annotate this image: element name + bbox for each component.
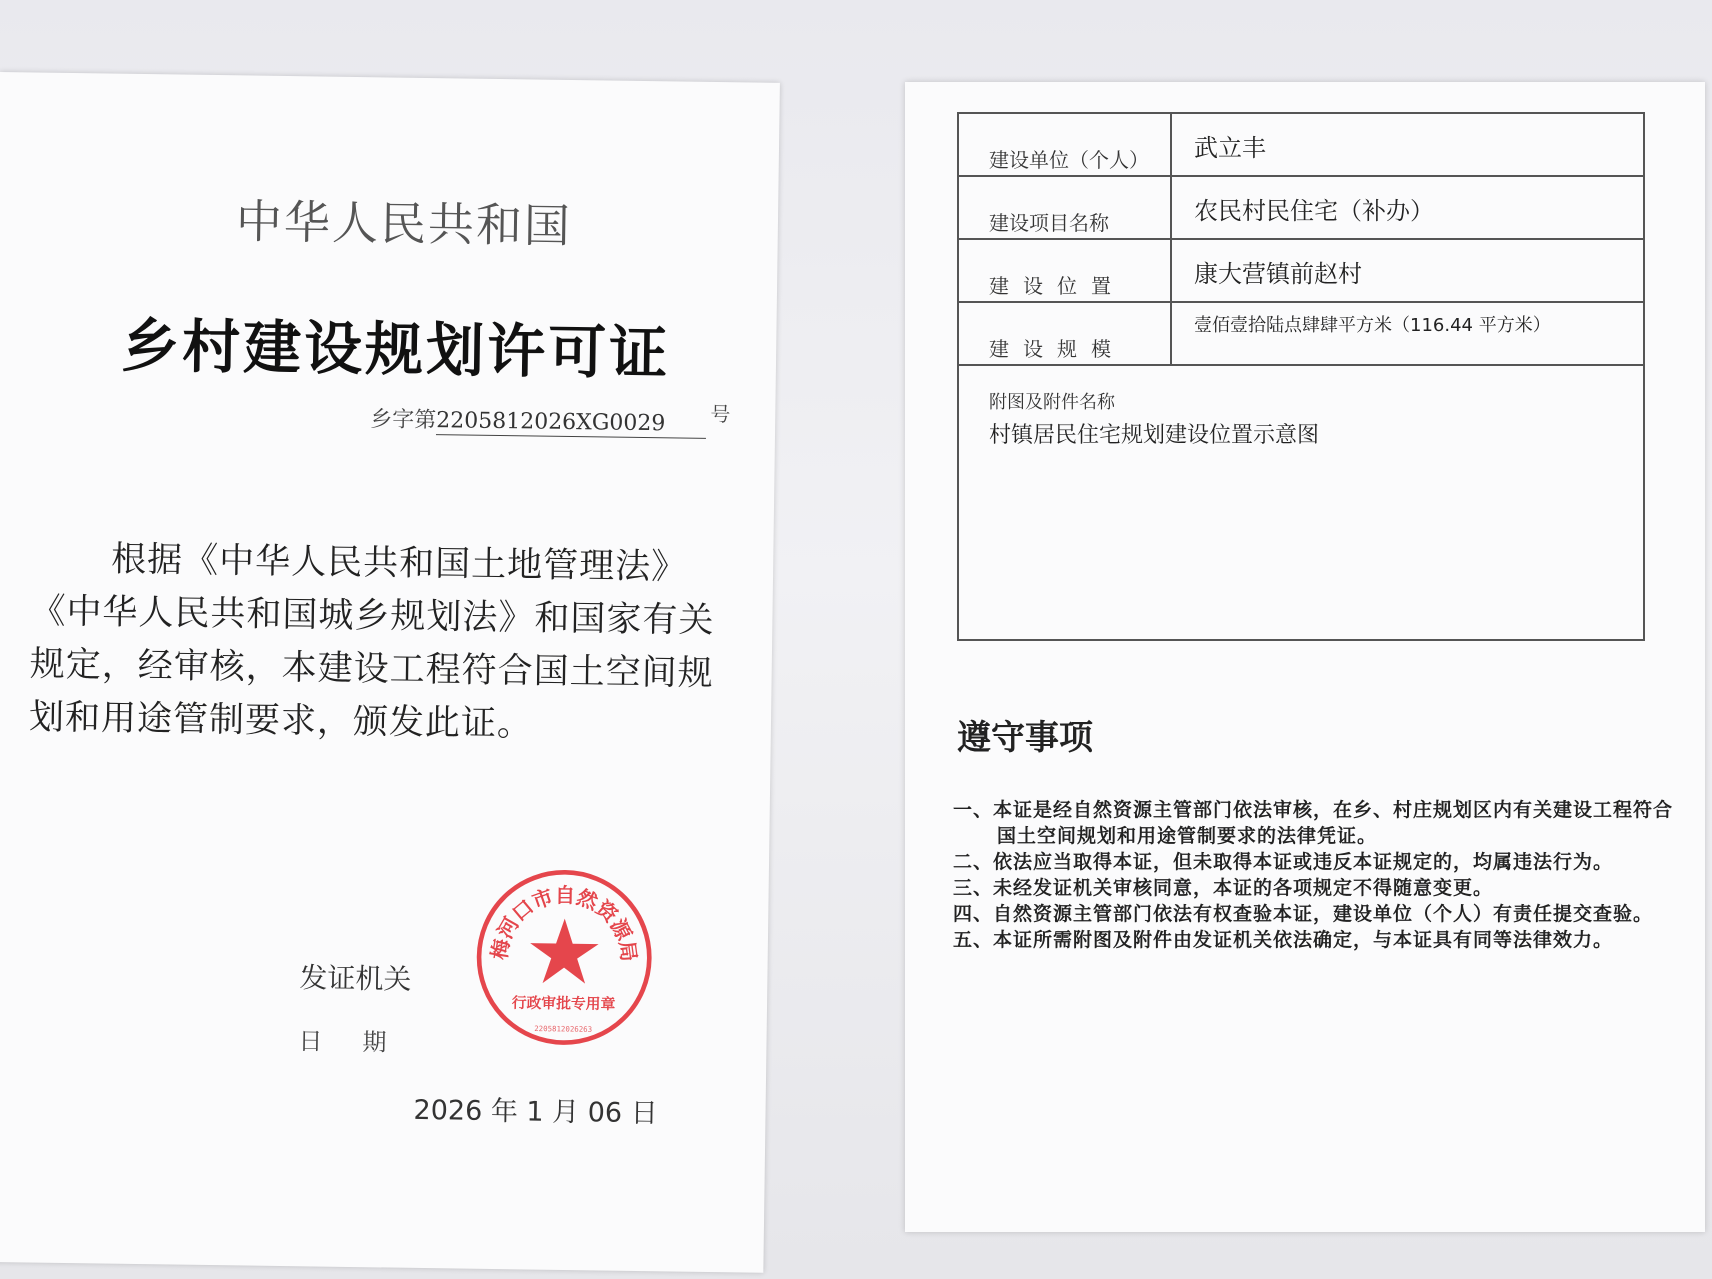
certificate-cover-page	[0, 72, 780, 1273]
attachments-label: 附图及附件名称	[989, 392, 1115, 413]
table-row	[958, 239, 1644, 302]
row-label-builder: 建设单位（个人）	[958, 113, 1171, 176]
certificate-body-text: 根据《中华人民共和国土地管理法》《中华人民共和国城乡规划法》和国家有关规定，经审核，本建设工程符合国土空间规划和用途管制要求，颁发此证。	[28, 539, 715, 745]
row-label-scale: 建设规模	[958, 302, 1171, 365]
attachments-cell	[958, 365, 1644, 640]
seal-star-icon	[530, 918, 599, 984]
seal-subtext: 行政审批专用章	[511, 994, 616, 1014]
certificate-number-line	[370, 402, 730, 439]
list-item: 五、本证所需附图及附件由发证机关依法确定，与本证具有同等法律效力。	[953, 929, 1614, 951]
list-item: 三、未经发证机关审核同意，本证的各项规定不得随意变更。	[953, 877, 1494, 899]
notes-title: 遵守事项	[957, 718, 1093, 758]
row-value-builder: 武立丰	[1171, 113, 1644, 176]
certificate-title: 乡村建设规划许可证	[120, 311, 671, 388]
list-item: 四、自然资源主管部门依法有权查验本证，建设单位（个人）有责任提交查验。	[953, 903, 1654, 925]
row-value-project-name: 农民村民住宅（补办）	[1171, 176, 1644, 239]
issue-date: 2026 年 1 月 06 日	[413, 1094, 658, 1130]
row-value-location: 康大营镇前赵村	[1171, 239, 1644, 302]
seal-code: 2205812026263	[534, 1024, 593, 1034]
list-item: 一、本证是经自然资源主管部门依法审核，在乡、村庄规划区内有关建设工程符合国土空间规划和用途管制要求的法律凭证。	[953, 799, 1674, 847]
issuer-label: 发证机关	[299, 961, 412, 996]
table-row	[958, 302, 1644, 365]
country-name: 中华人民共和国	[235, 194, 573, 253]
seal-text: 梅河口市自然资源局	[487, 883, 642, 963]
certificate-details-page	[905, 82, 1705, 1232]
number-suffix: 号	[710, 401, 731, 427]
row-value-scale: 壹佰壹拾陆点肆肆平方米（116.44 平方米）	[1171, 302, 1644, 365]
table-row	[958, 113, 1644, 176]
table-row	[958, 365, 1644, 640]
list-item: 二、依法应当取得本证，但未取得本证或违反本证规定的，均属违法行为。	[953, 851, 1614, 873]
number-prefix: 乡字第	[370, 407, 437, 434]
row-label-project-name: 建设项目名称	[958, 176, 1171, 239]
project-info-table	[957, 112, 1645, 641]
attachments-value: 村镇居民住宅规划建设位置示意图	[989, 423, 1320, 448]
table-row	[958, 176, 1644, 239]
notes-list	[953, 797, 1673, 953]
certificate-number: 2205812026XG0029	[436, 408, 706, 439]
row-label-location: 建设位置	[958, 239, 1171, 302]
date-label: 日期	[298, 1027, 427, 1058]
official-seal	[470, 864, 658, 1052]
